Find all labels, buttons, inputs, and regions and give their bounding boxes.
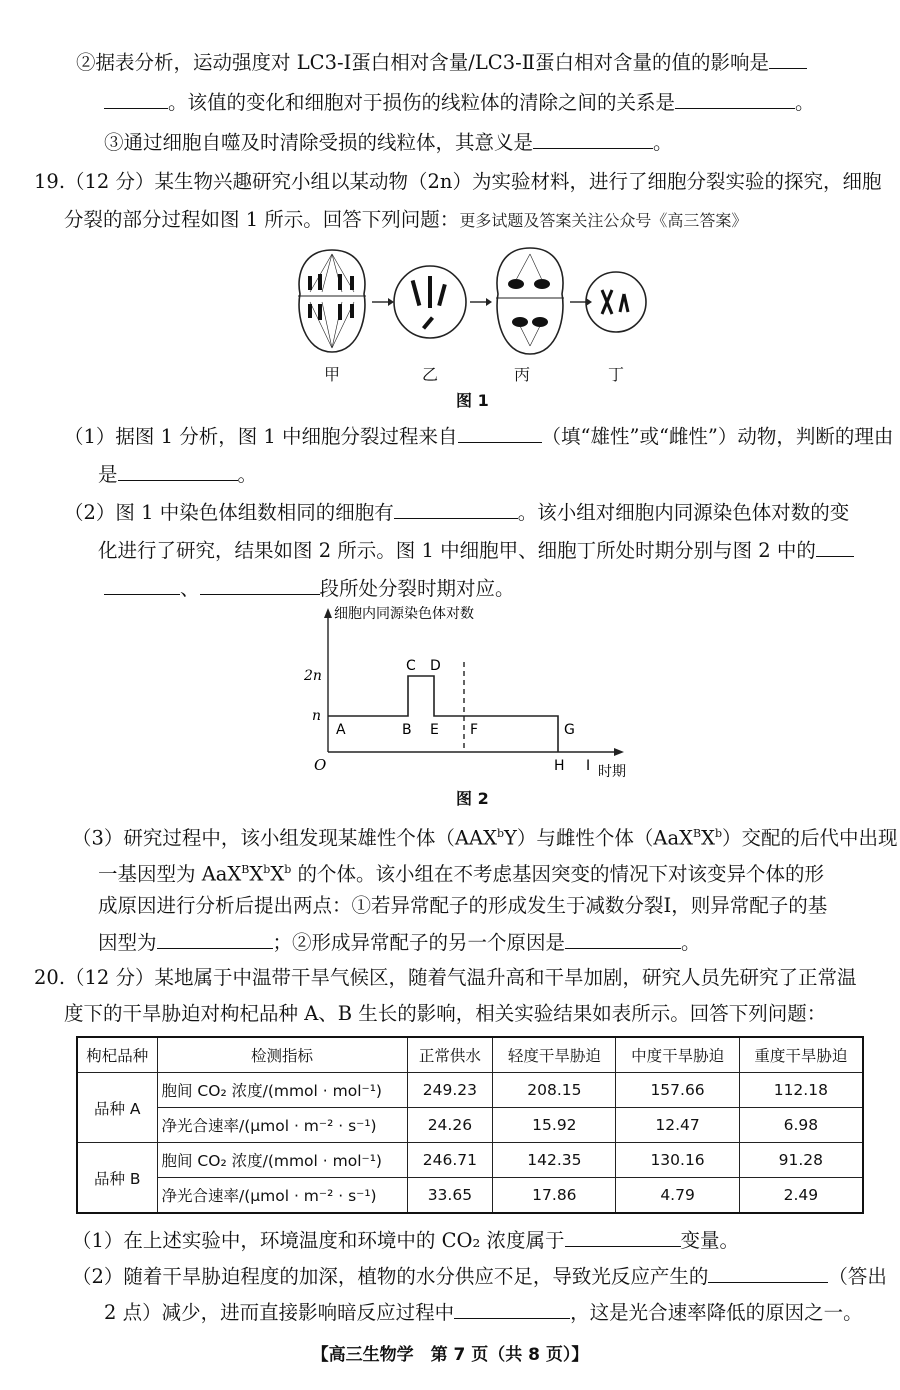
answer-blank[interactable] xyxy=(394,498,518,519)
q19-text: 。该小组对细胞内同源染色体对数的变 xyxy=(517,501,850,524)
q19-2-line-3 xyxy=(104,574,515,603)
cell-ding xyxy=(586,272,646,332)
x-axis-title: 时期 xyxy=(598,764,626,780)
point-B: B xyxy=(402,722,412,738)
figure-2 xyxy=(300,606,640,782)
variety-cell: 品种 B xyxy=(77,1143,157,1214)
q19-text: ；②形成异常配子的另一个原因是 xyxy=(272,931,566,954)
drought-table xyxy=(76,1036,864,1214)
q19-stem-1: 19.（12 分）某生物兴趣研究小组以某动物（2n）为实验材料，进行了细胞分裂实验的探究，细胞 xyxy=(34,170,882,193)
q20-text: 2 点）减少，进而直接影响暗反应过程中 xyxy=(104,1301,455,1324)
answer-blank[interactable] xyxy=(200,574,320,595)
point-D: D xyxy=(430,658,441,674)
y-axis-arrow xyxy=(324,608,332,618)
table-header: 枸杞品种 xyxy=(77,1037,157,1073)
q19-text: ）交配的后代中出现 xyxy=(722,826,898,850)
value-cell: 12.47 xyxy=(616,1108,739,1143)
table-header: 轻度干旱胁迫 xyxy=(493,1037,616,1073)
value-cell: 91.28 xyxy=(739,1143,863,1178)
q18-line-3: ③通过细胞自噬及时清除受损的线粒体，其意义是 。 xyxy=(104,128,673,157)
value-cell: 17.86 xyxy=(493,1178,616,1214)
fig1-caption: 图 1 xyxy=(456,391,489,410)
q19-text: （1）据图 1 分析，图 1 中细胞分裂过程来自 xyxy=(64,425,458,448)
answer-blank[interactable] xyxy=(458,422,542,443)
q18-text: ②据表分析，运动强度对 LC3-Ⅰ蛋白相对含量/LC3-Ⅱ蛋白相对含量的值的影响是 xyxy=(76,51,769,74)
arrow-2-head xyxy=(486,298,492,306)
value-cell: 246.71 xyxy=(407,1143,493,1178)
tick-2n: 2n xyxy=(304,668,322,684)
q20-stem-1: 20.（12 分）某地属于中温带干旱气候区，随着气温升高和干旱加剧，研究人员先研究了正常温 xyxy=(34,966,857,989)
q19-text: 一基因型为 AaX xyxy=(98,862,242,886)
q19-3-line-4 xyxy=(98,928,701,957)
answer-blank[interactable] xyxy=(565,1226,681,1247)
answer-blank[interactable] xyxy=(104,574,180,595)
point-F: F xyxy=(470,722,479,738)
q19-text: 、 xyxy=(180,577,200,600)
answer-blank[interactable] xyxy=(533,128,653,149)
metric-cell: 胞间 CO₂ 浓度/(mmol · mol⁻¹) xyxy=(157,1143,407,1178)
answer-blank[interactable] xyxy=(816,536,854,557)
q20-text: （答出 xyxy=(828,1265,887,1288)
table-header: 正常供水 xyxy=(407,1037,493,1073)
q19-text: （填“雄性”或“雌性”）动物，判断的理由 xyxy=(541,425,894,448)
fig1-label-bing: 丙 xyxy=(514,365,531,384)
fig1-label-ding: 丁 xyxy=(608,365,625,384)
q19-text: 是 xyxy=(98,463,118,486)
point-C: C xyxy=(406,658,416,674)
q19-3-line-2: 一基因型为 $AaX^BX^bX^b$ 的个体。该小组在不考虑基因突变的情况下对该变异个体的形 xyxy=(98,862,824,886)
q19-stem-text: 分裂的部分过程如图 1 所示。回答下列问题： xyxy=(64,208,460,231)
value-cell: 6.98 xyxy=(739,1108,863,1143)
q19-text: Y）与雌性个体（AaX xyxy=(504,826,693,850)
cell-jia xyxy=(298,250,366,352)
figure-1 xyxy=(290,244,650,364)
q19-text: 化进行了研究，结果如图 2 所示。图 1 中细胞甲、细胞丁所处时期分别与图 2 中的 xyxy=(98,539,816,562)
value-cell: 249.23 xyxy=(407,1073,493,1108)
cell-bing xyxy=(496,248,564,354)
table-header: 检测指标 xyxy=(157,1037,407,1073)
point-H: H xyxy=(554,758,565,774)
metric-cell: 净光合速率/(μmol · m⁻² · s⁻¹) xyxy=(157,1108,407,1143)
page-footer: 【高三生物学 第 7 页（共 8 页）】 xyxy=(311,1345,589,1365)
q19-text: 段所处分裂时期对应。 xyxy=(319,577,515,600)
answer-blank[interactable] xyxy=(157,928,273,949)
q20-text: ，这是光合速率降低的原因之一。 xyxy=(570,1301,863,1324)
point-E: E xyxy=(430,722,439,738)
table-header: 重度干旱胁迫 xyxy=(739,1037,863,1073)
point-I: I xyxy=(586,758,591,774)
variety-cell: 品种 A xyxy=(77,1073,157,1143)
q20-1-line xyxy=(72,1226,739,1255)
series-line xyxy=(328,676,558,752)
answer-blank[interactable] xyxy=(118,460,238,481)
value-cell: 2.49 xyxy=(739,1178,863,1214)
table-row xyxy=(77,1108,863,1143)
q18-line-1 xyxy=(76,48,807,77)
watermark-note: 更多试题及答案关注公众号《高三答案》 xyxy=(459,211,748,230)
q20-stem-2: 度下的干旱胁迫对枸杞品种 A、B 生长的影响，相关实验结果如表所示。回答下列问题： xyxy=(64,1002,827,1025)
q19-1-line-2: 是 。 xyxy=(98,460,257,489)
q19-1-line-1 xyxy=(64,422,893,451)
q20-text: （2）随着干旱胁迫程度的加深，植物的水分供应不足，导致光反应产生的 xyxy=(72,1265,709,1288)
answer-blank[interactable] xyxy=(675,88,795,109)
table-row xyxy=(77,1178,863,1214)
metric-cell: 净光合速率/(μmol · m⁻² · s⁻¹) xyxy=(157,1178,407,1214)
table-row xyxy=(77,1143,863,1178)
origin-label: O xyxy=(314,756,327,774)
q19-text: （2）图 1 中染色体组数相同的细胞有 xyxy=(64,501,394,524)
metric-cell: 胞间 CO₂ 浓度/(mmol · mol⁻¹) xyxy=(157,1073,407,1108)
q18-line-2: 。该值的变化和细胞对于损伤的线粒体的清除之间的关系是 。 xyxy=(104,88,815,117)
q19-2-line-2 xyxy=(98,536,854,565)
table-header: 中度干旱胁迫 xyxy=(616,1037,739,1073)
fig2-caption: 图 2 xyxy=(456,789,489,808)
q19-3-line-1: （3）研究过程中，该小组发现某雄性个体（AAX$^b$Y）与雌性个体$(AaX^BX^b)$交配的后代中出现 xyxy=(72,826,898,850)
q20-text: （1）在上述实验中，环境温度和环境中的 CO₂ 浓度属于 xyxy=(72,1229,565,1252)
q20-text: 变量。 xyxy=(680,1229,740,1252)
q19-text: （3）研究过程中，该小组发现某雄性个体（AAX xyxy=(72,826,497,850)
q20-2-line-2 xyxy=(104,1298,863,1327)
q20-2-line-1 xyxy=(72,1262,887,1291)
table-header-row xyxy=(77,1037,863,1073)
q19-text: 。 xyxy=(681,931,701,954)
value-cell: 4.79 xyxy=(616,1178,739,1214)
value-cell: 33.65 xyxy=(407,1178,493,1214)
value-cell: 208.15 xyxy=(493,1073,616,1108)
y-axis-title: 细胞内同源染色体对数 xyxy=(334,606,474,622)
q19-stem-2 xyxy=(64,206,747,235)
q19-text: 的个体。该小组在不考虑基因突变的情况下对该变异个体的形 xyxy=(297,862,824,886)
value-cell: 24.26 xyxy=(407,1108,493,1143)
answer-blank[interactable] xyxy=(104,88,168,109)
answer-blank[interactable] xyxy=(708,1262,828,1283)
answer-blank[interactable] xyxy=(454,1298,570,1319)
value-cell: 15.92 xyxy=(493,1108,616,1143)
q19-2-line-1 xyxy=(64,498,849,527)
answer-blank[interactable] xyxy=(769,48,807,69)
value-cell: 142.35 xyxy=(493,1143,616,1178)
fig1-label-yi: 乙 xyxy=(422,365,439,384)
value-cell: 112.18 xyxy=(739,1073,863,1108)
tick-n: n xyxy=(312,708,322,724)
q19-3-line-3: 成原因进行分析后提出两点：①若异常配子的形成发生于减数分裂Ⅰ，则异常配子的基 xyxy=(98,894,828,917)
answer-blank[interactable] xyxy=(565,928,681,949)
arrow-1-head xyxy=(388,298,394,306)
cell-yi xyxy=(394,266,466,338)
point-G: G xyxy=(564,722,575,738)
fig1-label-jia: 甲 xyxy=(324,365,341,384)
x-axis-arrow xyxy=(614,748,624,756)
q19-text: 因型为 xyxy=(98,931,157,954)
q18-text: 。该值的变化和细胞对于损伤的线粒体的清除之间的关系是 xyxy=(168,91,676,114)
point-A: A xyxy=(336,722,346,738)
q18-text: ③通过细胞自噬及时清除受损的线粒体，其意义是 xyxy=(104,131,534,154)
table-row xyxy=(77,1073,863,1108)
value-cell: 157.66 xyxy=(616,1073,739,1108)
value-cell: 130.16 xyxy=(616,1143,739,1178)
